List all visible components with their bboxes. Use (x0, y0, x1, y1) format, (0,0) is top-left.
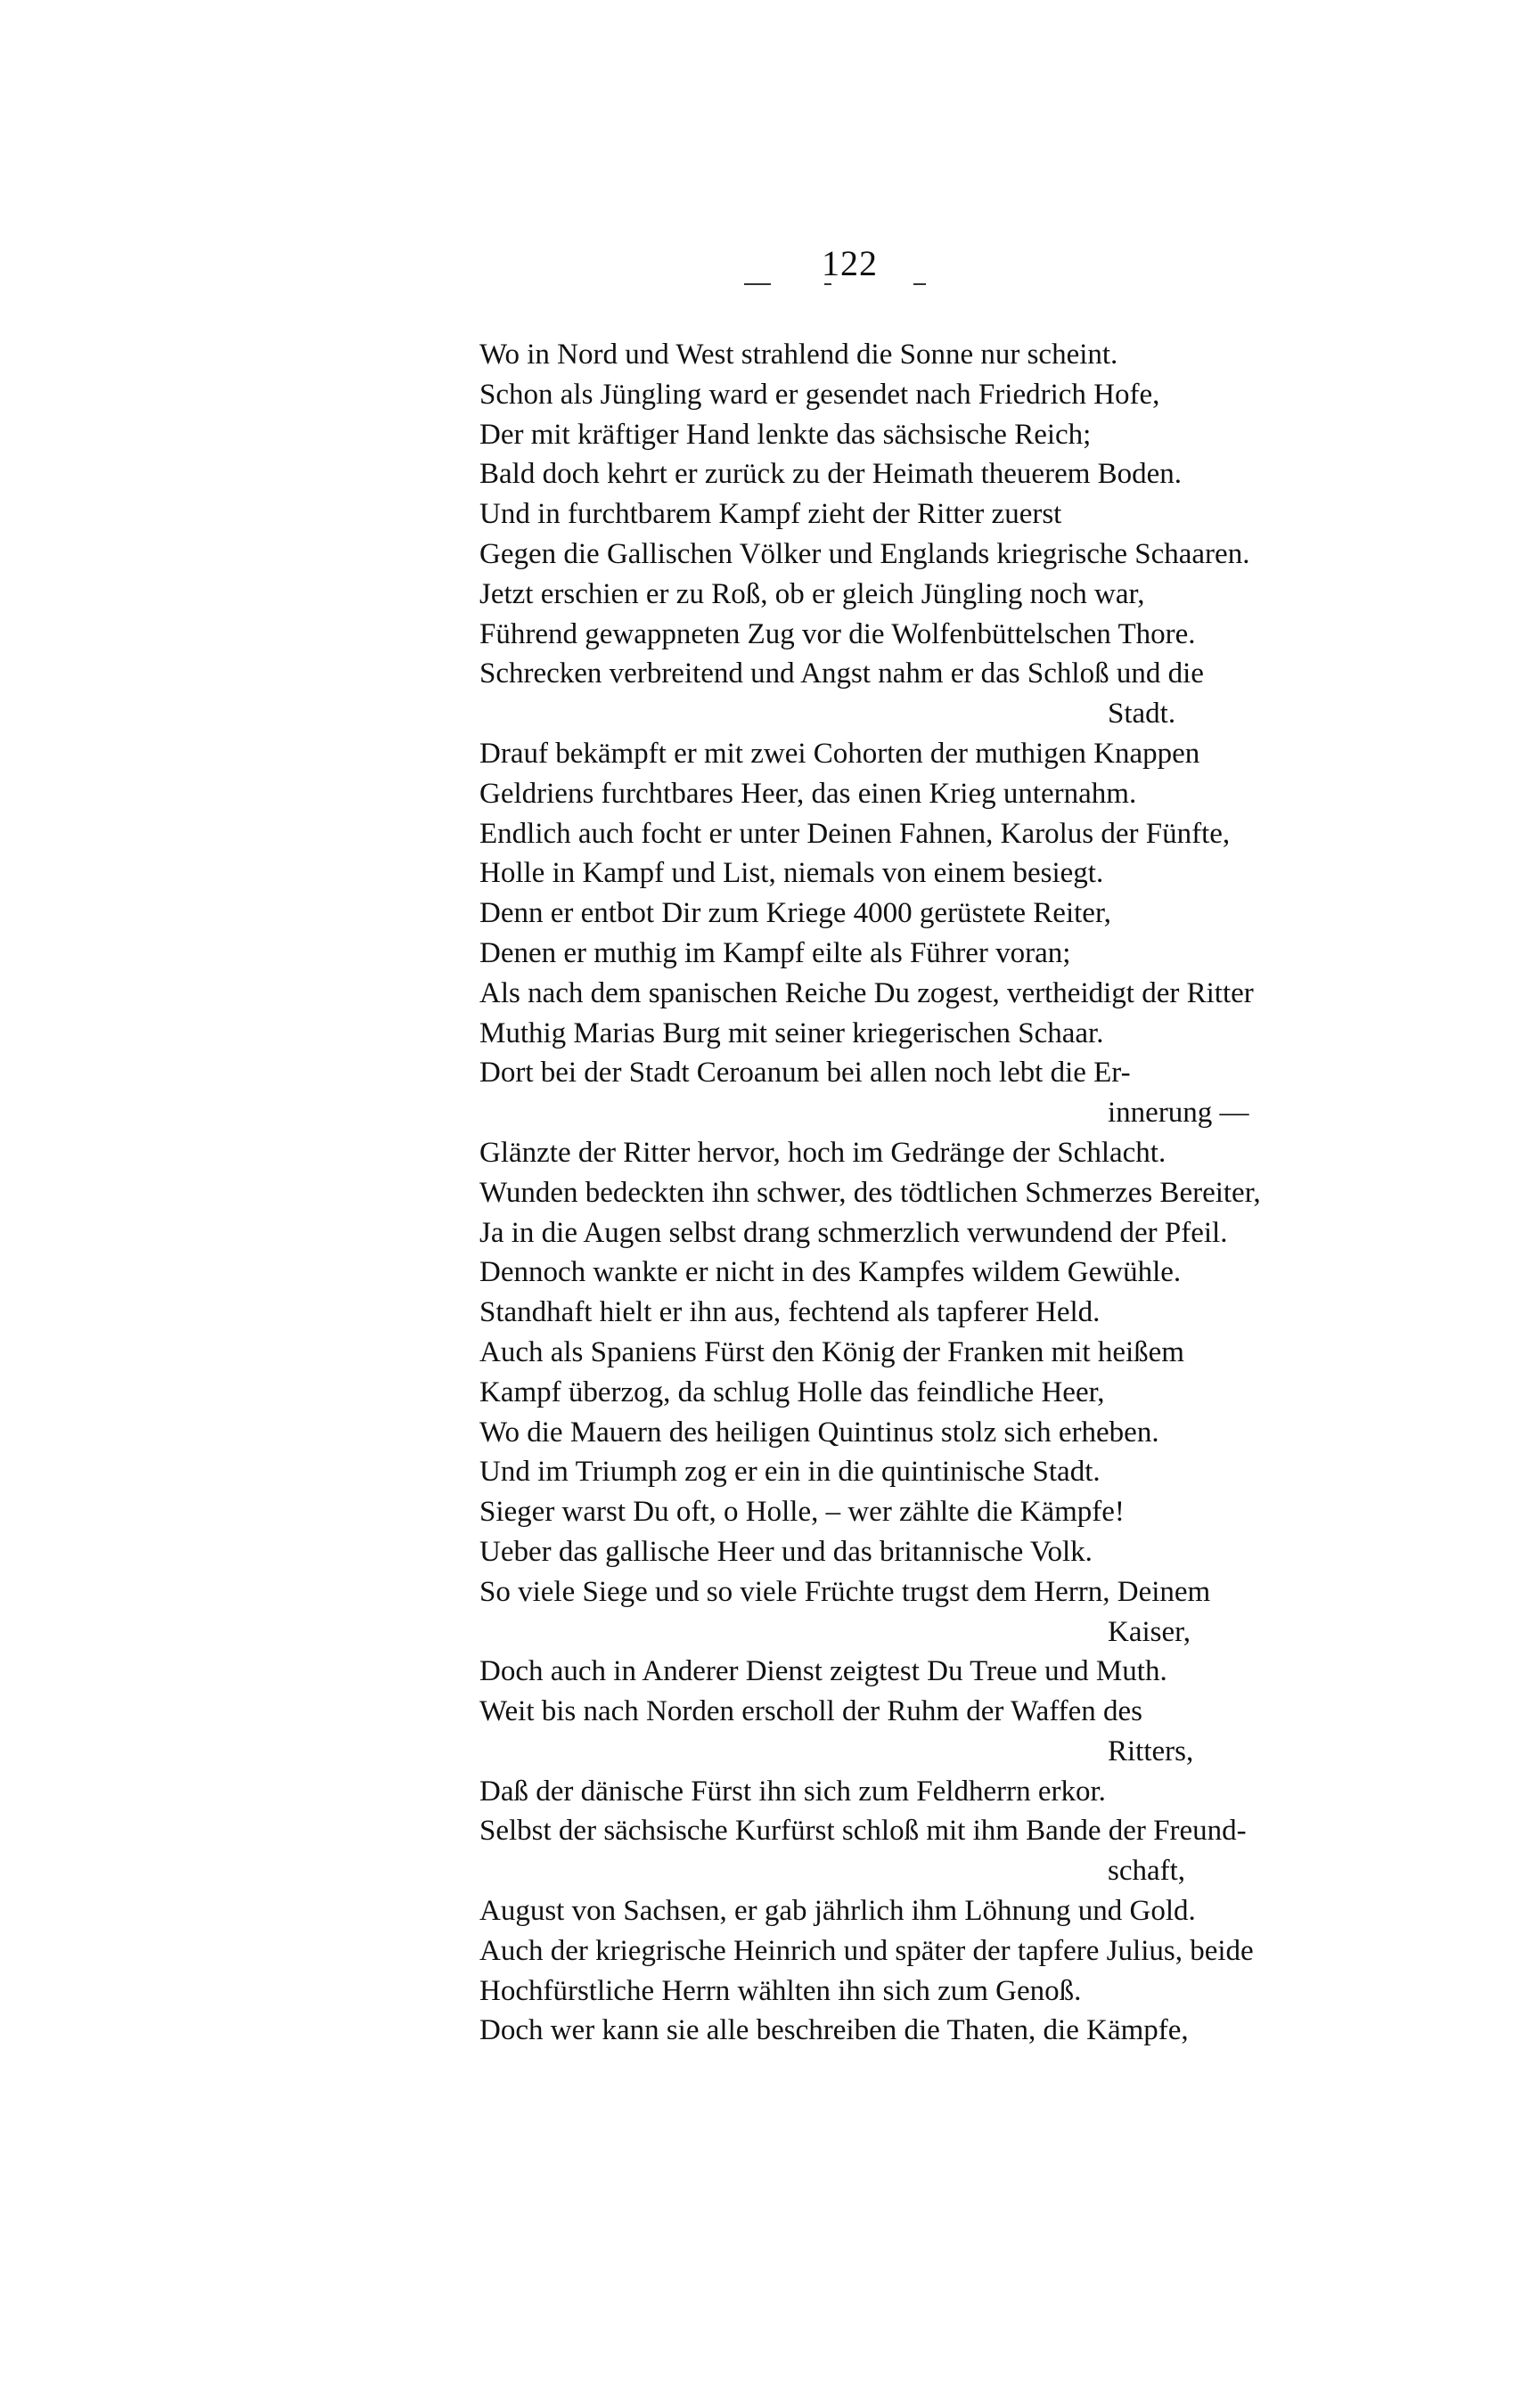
verse-line: Und in furchtbarem Kampf zieht der Ritter zuerst (479, 498, 1062, 531)
verse-line: Führend gewappneten Zug vor die Wolfenbüttelschen Thore. (479, 617, 1196, 650)
verse-line: Wunden bedeckten ihn schwer, des tödtlichen Schmerzes Bereiter, (479, 1176, 1261, 1209)
verse-line: Kampf überzog, da schlug Holle das feindliche Heer, (479, 1375, 1105, 1408)
verse-line: Daß der dänische Fürst ihn sich zum Feldherrn erkor. (479, 1775, 1106, 1808)
verse-line: Muthig Marias Burg mit seiner kriegerischen Schaar. (479, 1016, 1104, 1049)
verse-line-continuation: Kaiser, (1108, 1615, 1191, 1648)
verse-line: Gegen die Gallischen Völker und Englands kriegrische Schaaren. (479, 537, 1250, 570)
verse-line: Der mit kräftiger Hand lenkte das sächsische Reich; (479, 418, 1092, 451)
poem-text (479, 335, 1371, 2051)
verse-line: Wo die Mauern des heiligen Quintinus stolz sich erheben. (479, 1416, 1159, 1449)
verse-line: Auch der kriegrische Heinrich und später der tapfere Julius, beide (479, 1934, 1254, 1967)
verse-line-continuation: Ritters, (1108, 1735, 1194, 1767)
verse-line: So viele Siege und so viele Früchte trugst dem Herrn, Deinem (479, 1575, 1211, 1608)
verse-line: Weit bis nach Norden erscholl der Ruhm der Waffen des (479, 1695, 1142, 1728)
verse-line: Ueber das gallische Heer und das britannische Volk. (479, 1535, 1093, 1568)
verse-line: Holle in Kampf und List, niemals von einem besiegt. (479, 857, 1104, 890)
verse-line: Doch wer kann sie alle beschreiben die Thaten, die Kämpfe, (479, 2014, 1189, 2047)
verse-line: Geldriens furchtbares Heer, das einen Krieg unternahm. (479, 777, 1137, 810)
verse-line: Schon als Jüngling ward er gesendet nach Friedrich Hofe, (479, 378, 1160, 411)
verse-line: Endlich auch focht er unter Deinen Fahnen, Karolus der Fünfte, (479, 817, 1231, 850)
verse-line: Und im Triumph zog er ein in die quintinische Stadt. (479, 1456, 1101, 1489)
verse-line: Dort bei der Stadt Ceroanum bei allen noch lebt die Er- (479, 1057, 1131, 1090)
verse-line: August von Sachsen, er gab jährlich ihm Löhnung und Gold. (479, 1895, 1196, 1928)
verse-line: Selbst der sächsische Kurfürst schloß mit ihm Bande der Freund- (479, 1815, 1247, 1848)
verse-line: Dennoch wankte er nicht in des Kampfes wildem Gewühle. (479, 1256, 1182, 1289)
verse-line: Denen er muthig im Kampf eilte als Führer voran; (479, 936, 1071, 969)
verse-line: Schrecken verbreitend und Angst nahm er das Schloß und die (479, 657, 1204, 690)
verse-line: Standhaft hielt er ihn aus, fechtend als tapferer Held. (479, 1296, 1101, 1329)
verse-line: Drauf bekämpft er mit zwei Cohorten der muthigen Knappen (479, 737, 1200, 770)
page-number: 122 (822, 243, 878, 283)
verse-line-continuation: Stadt. (1108, 698, 1176, 731)
verse-line: Jetzt erschien er zu Roß, ob er gleich Jüngling noch war, (479, 577, 1145, 610)
verse-line: Wo in Nord und West strahlend die Sonne nur scheint. (479, 339, 1118, 371)
verse-line: Auch als Spaniens Fürst den König der Franken mit heißem (479, 1335, 1184, 1368)
verse-line: Hochfürstliche Herrn wählten ihn sich zum Genoß. (479, 1974, 1082, 2007)
verse-line: Bald doch kehrt er zurück zu der Heimath theuerem Boden. (479, 458, 1183, 491)
verse-line-continuation: innerung — (1108, 1097, 1249, 1130)
verse-line: Doch auch in Anderer Dienst zeigtest Du Treue und Muth. (479, 1655, 1167, 1688)
verse-line: Denn er entbot Dir zum Kriege 4000 gerüstete Reiter, (479, 897, 1111, 930)
verse-line: Glänzte der Ritter hervor, hoch im Gedränge der Schlacht. (479, 1136, 1167, 1169)
verse-line: Als nach dem spanischen Reiche Du zogest, vertheidigt der Ritter (479, 976, 1254, 1009)
header-rule (744, 283, 922, 285)
verse-line: Ja in die Augen selbst drang schmerzlich verwundend der Pfeil. (479, 1216, 1228, 1249)
verse-line-continuation: schaft, (1108, 1855, 1186, 1888)
verse-line: Sieger warst Du oft, o Holle, – wer zählte die Kämpfe! (479, 1496, 1125, 1529)
